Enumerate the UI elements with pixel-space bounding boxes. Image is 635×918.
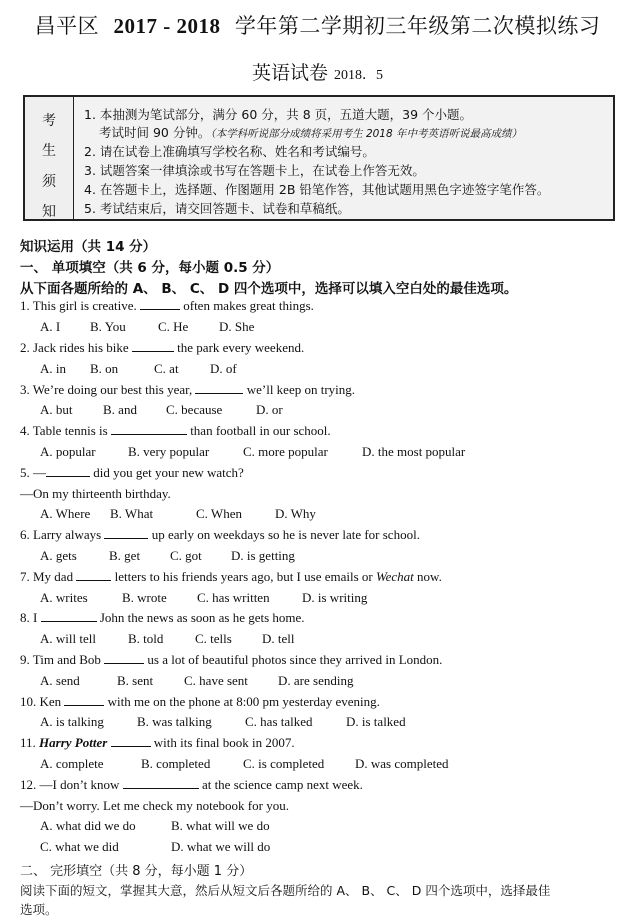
question-10: 10. Ken with me on the phone at 8:00 pm yesterday evening.: [20, 694, 380, 709]
question-1: 1. This girl is creative. often makes great things.: [20, 298, 314, 313]
option-c: C. When: [196, 506, 242, 521]
question-11: 11. Harry Potter with its final book in 2007.: [20, 735, 295, 750]
notice-line-4: 4. 在答题卡上，选择题、作图题用 2B 铅笔作答，其他试题用黑色字迹签字笔作答。: [84, 182, 550, 197]
option-b: B. very popular: [128, 444, 210, 459]
option-b: B. You: [90, 319, 126, 334]
answer-blank: [132, 340, 174, 352]
option-d: D. is talked: [346, 714, 406, 729]
option-b: B. on: [90, 361, 119, 376]
notice-line-1: 1. 本抽测为笔试部分，满分 60 分，共 8 页，五道大题，39 个小题。: [84, 107, 473, 122]
option-c: C. He: [158, 319, 189, 334]
option-c: C. tells: [195, 631, 232, 646]
option-d: D. is writing: [302, 590, 368, 605]
answer-blank: [46, 465, 90, 477]
option-a: A. writes: [40, 590, 88, 605]
option-b: B. and: [103, 402, 137, 417]
option-d: D. She: [219, 319, 255, 334]
question-3: 3. We’re doing our best this year, we’ll keep on trying.: [20, 382, 356, 397]
exam-years: 2017 - 2018: [113, 14, 221, 38]
part2-heading: 二、 完形填空（共 8 分，每小题 1 分）: [20, 864, 253, 879]
option-b: B. sent: [117, 673, 154, 688]
part2-instruction-2: 选项。: [20, 902, 58, 917]
answer-blank: [76, 569, 111, 581]
option-d: D. was completed: [355, 756, 449, 771]
notice-side-label: 考 生 须 知: [25, 97, 74, 219]
answer-blank: [104, 652, 144, 664]
part1-instruction: 从下面各题所给的 A、 B、 C、 D 四个选项中，选择可以填入空白处的最佳选项。: [20, 281, 518, 297]
answer-blank: [111, 423, 187, 435]
option-a: A. is talking: [40, 714, 104, 729]
option-d: D. of: [210, 361, 237, 376]
option-c: C. what we did: [40, 839, 119, 854]
option-d: D. are sending: [278, 673, 354, 688]
option-d: D. what we will do: [171, 839, 271, 854]
exam-subtitle: 英语试卷 2018．5: [251, 62, 384, 84]
section-heading: 知识运用（共 14 分）: [20, 239, 157, 255]
question-5: 5. — did you get your new watch?: [20, 465, 244, 480]
part2-instruction-1: 阅读下面的短文，掌握其大意，然后从短文后各题所给的 A、 B、 C、 D 四个选项中，选择最佳: [20, 883, 551, 898]
option-a: A. Where: [40, 506, 91, 521]
answer-blank: [104, 527, 148, 539]
option-d: D. is getting: [231, 548, 295, 563]
notice-line-1b: 考试时间 90 分钟。（本学科听说部分成绩将采用考生 2018 年中考英语听说最高成绩）: [99, 125, 523, 140]
option-a: A. gets: [40, 548, 77, 563]
option-c: C. at: [154, 361, 179, 376]
part1-heading: 一、 单项填空（共 6 分，每小题 0.5 分）: [20, 260, 280, 276]
option-c: C. is completed: [243, 756, 325, 771]
option-d: D. tell: [262, 631, 295, 646]
option-d: D. Why: [275, 506, 316, 521]
option-a: A. I: [40, 319, 61, 334]
option-a: A. in: [40, 361, 66, 376]
answer-blank: [195, 382, 243, 394]
notice-line-2: 2. 请在试卷上准确填写学校名称、姓名和考试编号。: [84, 144, 375, 159]
option-c: C. have sent: [184, 673, 248, 688]
question-12-reply: —Don’t worry. Let me check my notebook for you.: [20, 798, 289, 813]
option-b: B. told: [128, 631, 164, 646]
question-12: 12. —I don’t know at the science camp next week.: [20, 777, 363, 792]
answer-blank: [41, 610, 97, 622]
option-c: C. has written: [197, 590, 270, 605]
option-c: C. because: [166, 402, 223, 417]
question-2: 2. Jack rides his bike the park every weekend.: [20, 340, 305, 355]
option-d: D. the most popular: [362, 444, 466, 459]
option-a: A. popular: [40, 444, 96, 459]
option-c: C. got: [170, 548, 202, 563]
option-c: C. more popular: [243, 444, 328, 459]
option-a: A. but: [40, 402, 73, 417]
option-a: A. complete: [40, 756, 104, 771]
option-b: B. what will we do: [171, 818, 270, 833]
question-7: 7. My dad letters to his friends years ago, but I use emails or Wechat now.: [20, 569, 442, 584]
notice-line-5: 5. 考试结束后，请交回答题卡、试卷和草稿纸。: [84, 201, 350, 216]
notice-content: [74, 97, 613, 219]
question-4: 4. Table tennis is than football in our school.: [20, 423, 331, 438]
option-c: C. has talked: [245, 714, 313, 729]
option-a: A. what did we do: [40, 818, 136, 833]
option-b: B. was talking: [137, 714, 212, 729]
question-5-reply: —On my thirteenth birthday.: [20, 486, 171, 501]
answer-blank: [123, 777, 199, 789]
notice-box: [23, 95, 615, 221]
question-8: 8. I John the news as soon as he gets home.: [20, 610, 305, 625]
question-9: 9. Tim and Bob us a lot of beautiful photos since they arrived in London.: [20, 652, 443, 667]
option-b: B. What: [110, 506, 154, 521]
option-a: A. send: [40, 673, 80, 688]
exam-title: 昌平区 2017 - 2018 学年第二学期初三年级第二次模拟练习: [34, 14, 601, 38]
option-b: B. get: [109, 548, 141, 563]
notice-line-3: 3. 试题答案一律填涂或书写在答题卡上，在试卷上作答无效。: [84, 163, 425, 178]
answer-blank: [140, 298, 180, 310]
answer-blank: [111, 735, 151, 747]
answer-blank: [64, 694, 104, 706]
option-b: B. wrote: [122, 590, 167, 605]
option-b: B. completed: [141, 756, 211, 771]
option-a: A. will tell: [40, 631, 96, 646]
question-6: 6. Larry always up early on weekdays so he is never late for school.: [20, 527, 420, 542]
option-d: D. or: [256, 402, 283, 417]
